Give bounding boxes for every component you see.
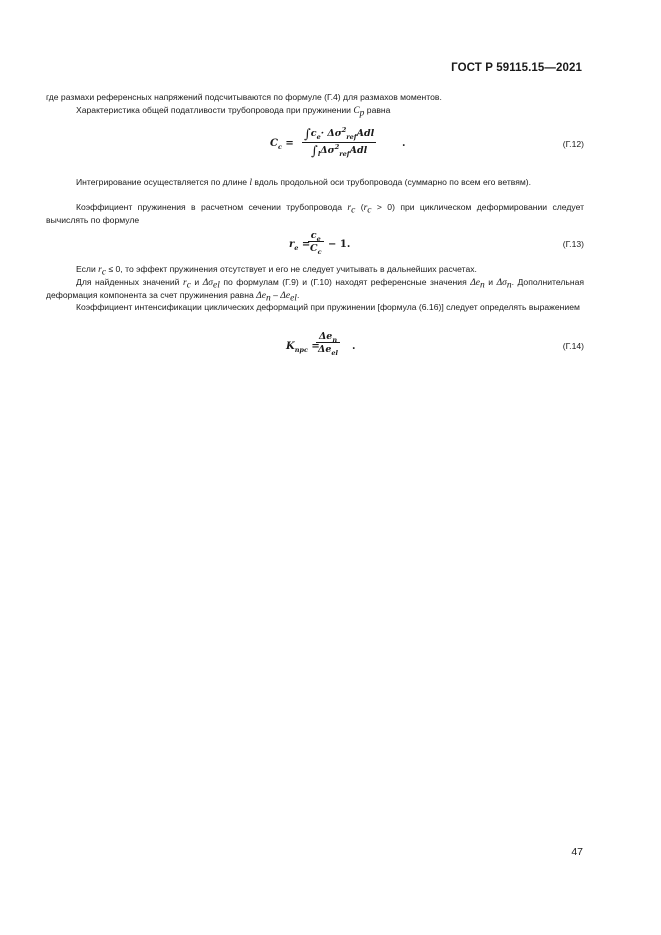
paragraph-text: Коэффициент пружинения в расчетном сечении трубопровода (76, 202, 348, 212)
equation-tail: − 1. (328, 239, 351, 250)
paragraph-integration (46, 176, 584, 189)
equation-fraction (316, 331, 340, 355)
paragraph-text: по формулам (Г.9) и (Г.10) находят референсные значения (219, 277, 471, 287)
paragraph-text: равна (364, 105, 391, 115)
page-number: 47 (571, 846, 583, 858)
symbol-subscript: p (359, 108, 365, 119)
equation-lhs: $r_e$ = (289, 239, 311, 252)
equation-g14 (46, 329, 584, 363)
paragraph-reference-ranges (46, 91, 584, 103)
equation-g12 (46, 127, 584, 161)
equation-fraction (302, 127, 376, 159)
equation-tail: . (352, 341, 356, 352)
paragraph-text: Для найденных значений (76, 277, 183, 287)
paragraph-text: где размахи референсных напряжений подсчитываются по формуле (Г.4) для размахов моментов. (46, 92, 442, 102)
fraction-numerator: $\int c_e\cdot \Delta\sigma^2_{ref}Adl$ (304, 125, 375, 142)
paragraph-text: вдоль продольной оси трубопровода (суммарно по всем его ветвям). (252, 177, 532, 187)
equation-number: (Г.13) (562, 239, 584, 249)
paragraph-text: Интегрирование осуществляется по длине (76, 177, 250, 187)
paragraph-intensification (46, 301, 584, 313)
fraction-denominator: $\int_l\Delta\sigma^2_{ref}Adl$ (302, 142, 376, 159)
paragraph-spring-coefficient: Коэффициент пружинения в расчетном сечении трубопровода $r_c$ $(r_c > 0)$ при циклическом деформировании следует вычислять по формуле (46, 202, 585, 225)
symbol-C: C (353, 106, 360, 116)
equation-tail: . (402, 138, 406, 149)
symbol-l: l (249, 178, 253, 188)
document-header: ГОСТ Р 59115.15—2021 (451, 62, 582, 74)
paragraph-text: Коэффициент интенсификации циклических деформаций при пружинении [формула (6.16)] следует определять выражением (76, 302, 580, 312)
fraction-numerator: $\Delta e_n$ (318, 331, 338, 344)
paragraph-no-springing: Если $r_c \le 0$, то эффект пружинения отсутствует и его не следует учитывать в дальнейших расчетах. (76, 264, 477, 278)
fraction-denominator: $\Delta e_{el}$ (318, 344, 339, 357)
equation-g13 (46, 228, 584, 262)
paragraph-text: > 0) при циклическом деформировании следует вычислять по формуле (46, 202, 585, 225)
equation-lhs: $C_c$ = (270, 138, 294, 151)
paragraph-text: Характеристика общей податливости трубопровода при пружинении (76, 105, 354, 115)
fraction-numerator: $c_e$ (310, 230, 321, 243)
fraction-denominator: $C_c$ (310, 243, 322, 256)
paragraph-text: ≤ 0, то эффект пружинения отсутствует и его не следует учитывать в дальнейших расчетах. (106, 264, 477, 274)
paragraph-additional-strain: Для найденных значений $r_c$ и $\Delta\sigma_{el}$ по формулам (Г.9) и (Г.10) находят референсные значения $\Delta e_n$ и $\Delta\sigma_n$. Дополнительная деформация компонента за счет пружинения равна $\Delta e_n - \Delta e_{el}$. (46, 277, 585, 304)
equation-number: (Г.12) (562, 139, 584, 149)
equation-fraction (308, 230, 324, 254)
equation-number: (Г.14) (562, 341, 584, 351)
paragraph-text: Если (76, 264, 99, 274)
equation-lhs: $K_{npc}$ = (286, 341, 320, 354)
paragraph-compliance-intro (46, 104, 584, 117)
paragraph-text: . Дополнительная деформация компонента за счет пружинения равна (46, 277, 585, 300)
